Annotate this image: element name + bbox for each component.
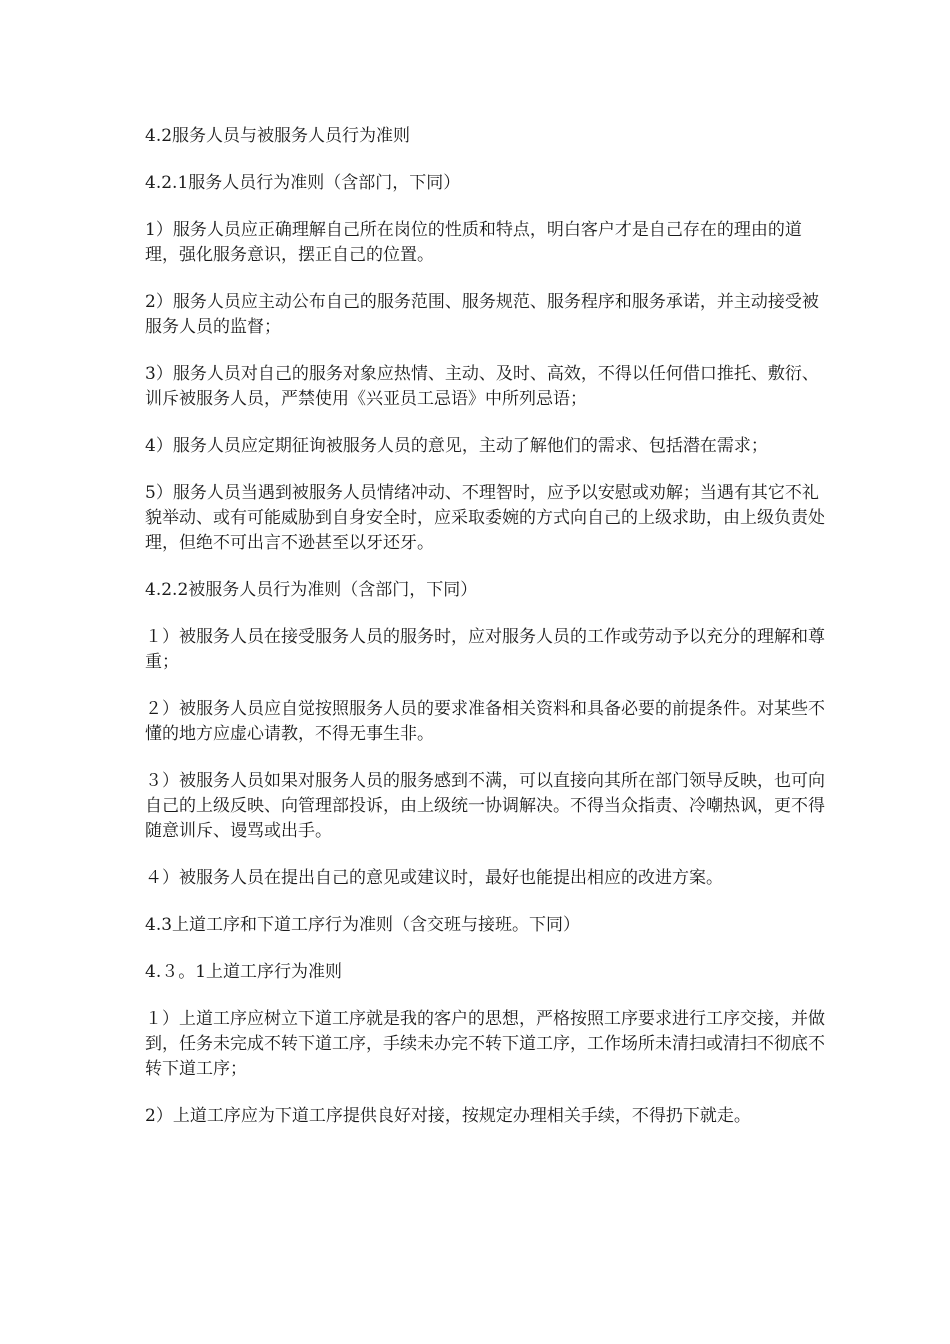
paragraph-item-4: ４）被服务人员在提出自己的意见或建议时，最好也能提出相应的改进方案。 [145, 868, 723, 888]
paragraph-item-2: 2）上道工序应为下道工序提供良好对接，按规定办理相关手续，不得扔下就走。 [145, 1106, 751, 1126]
paragraph-item-1: １）上道工序应树立下道工序就是我的客户的思想，严格按照工序要求进行工序交接，并做到，任务未完成不转下道工序，手续未办完不转下道工序，工作场所未清扫或清扫不彻底不转下道工序； [145, 1009, 825, 1079]
paragraph-item-5: 5）服务人员当遇到被服务人员情绪冲动、不理智时，应予以安慰或劝解；当遇有其它不礼貌举动、或有可能威胁到自身安全时，应采取委婉的方式向自己的上级求助，由上级负责处理，但绝不可出言不逊甚至以牙还牙。 [145, 483, 825, 553]
document-page [145, 124, 835, 1129]
subsection-heading-4-2-2: 4.2.2被服务人员行为准则（含部门，下同） [145, 580, 478, 600]
paragraph-item-2: ２）被服务人员应自觉按照服务人员的要求准备相关资料和具备必要的前提条件。对某些不懂的地方应虚心请教，不得无事生非。 [145, 699, 825, 744]
section-heading-4-3: 4.3上道工序和下道工序行为准则（含交班与接班。下同） [145, 915, 581, 935]
subsection-heading-4-2-1: 4.2.1服务人员行为准则（含部门，下同） [145, 173, 461, 193]
paragraph-item-3: 3）服务人员对自己的服务对象应热情、主动、及时、高效，不得以任何借口推托、敷衍、训斥被服务人员，严禁使用《兴亚员工忌语》中所列忌语； [145, 364, 819, 409]
subsection-heading-4-3-1: 4.３。1上道工序行为准则 [145, 962, 343, 982]
paragraph-item-3: ３）被服务人员如果对服务人员的服务感到不满，可以直接向其所在部门领导反映，也可向自己的上级反映、向管理部投诉，由上级统一协调解决。不得当众指责、冷嘲热讽，更不得随意训斥、谩骂或出手。 [145, 771, 825, 841]
paragraph-item-1: １）被服务人员在接受服务人员的服务时，应对服务人员的工作或劳动予以充分的理解和尊重； [145, 627, 825, 672]
paragraph-item-4: 4）服务人员应定期征询被服务人员的意见，主动了解他们的需求、包括潜在需求； [145, 436, 768, 456]
paragraph-item-1: 1）服务人员应正确理解自己所在岗位的性质和特点，明白客户才是自己存在的理由的道理，强化服务意识，摆正自己的位置。 [145, 220, 802, 265]
paragraph-item-2: 2）服务人员应主动公布自己的服务范围、服务规范、服务程序和服务承诺，并主动接受被服务人员的监督； [145, 292, 819, 337]
section-heading-4-2: 4.2服务人员与被服务人员行为准则 [145, 126, 411, 146]
